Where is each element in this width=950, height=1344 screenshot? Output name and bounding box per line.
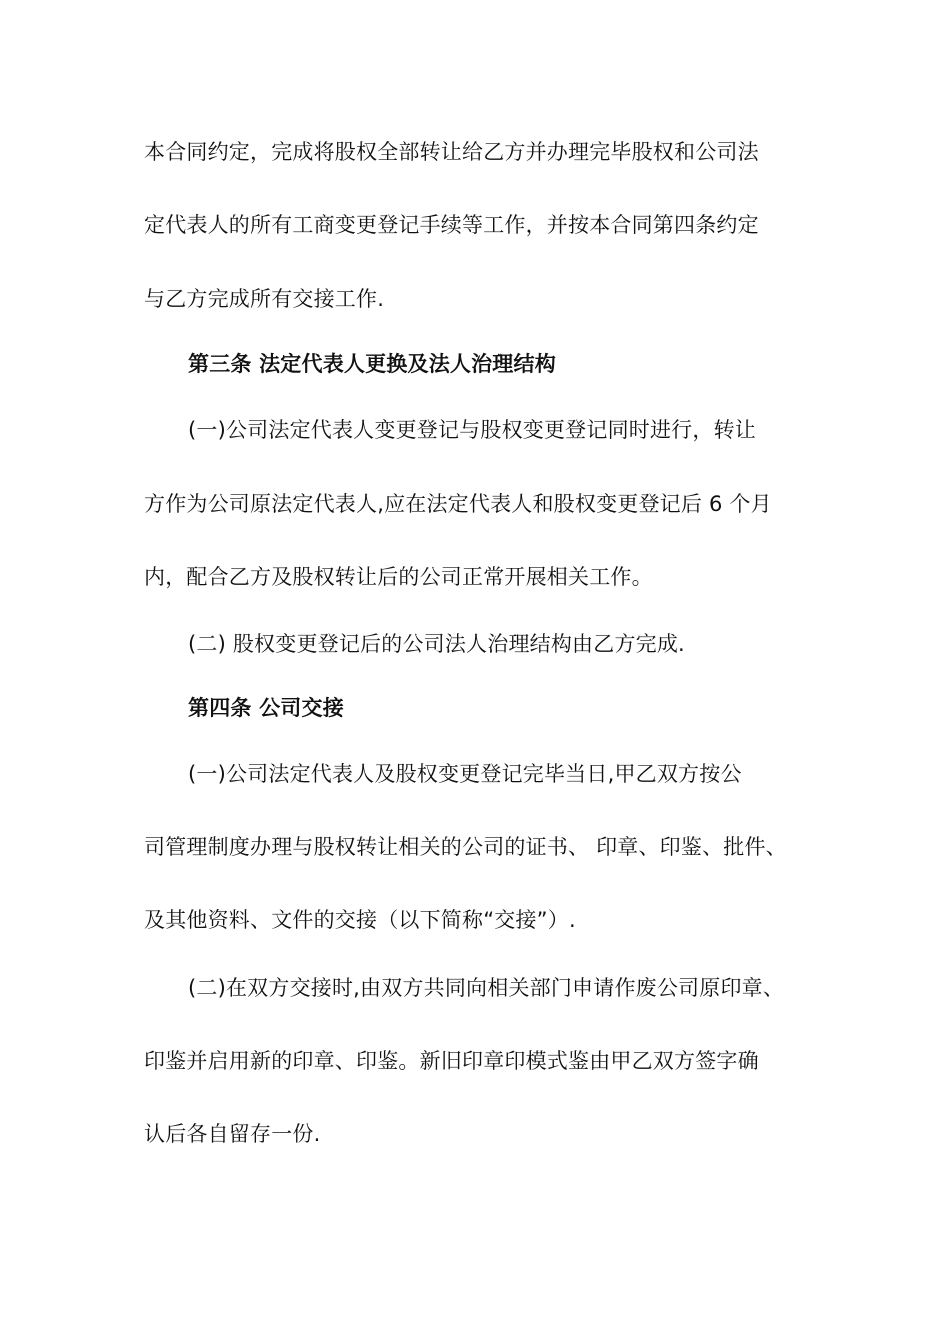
paragraph-line: 司管理制度办理与股权转让相关的公司的证书、 印章、印鉴、批件、 bbox=[144, 835, 787, 859]
section-heading-article-4: 第四条 公司交接 bbox=[188, 696, 344, 720]
section-heading-article-3: 第三条 法定代表人更换及法人治理结构 bbox=[188, 352, 556, 376]
paragraph-line: (一)公司法定代表人变更登记与股权变更登记同时进行，转让 bbox=[188, 418, 756, 442]
paragraph-line: 与乙方完成所有交接工作. bbox=[144, 287, 385, 311]
paragraph-line: (二) 股权变更登记后的公司法人治理结构由乙方完成. bbox=[188, 632, 685, 656]
paragraph-line: 内，配合乙方及股权转让后的公司正常开展相关工作。 bbox=[144, 565, 653, 589]
paragraph-line: 定代表人的所有工商变更登记手续等工作，并按本合同第四条约定 bbox=[144, 213, 759, 237]
paragraph-line: 印鉴并启用新的印章、印鉴。新旧印章印模式鉴由甲乙双方签字确 bbox=[144, 1049, 759, 1073]
paragraph-line: (一)公司法定代表人及股权变更登记完毕当日,甲乙双方按公 bbox=[188, 762, 742, 786]
paragraph-line: 认后各自留存一份. bbox=[144, 1122, 321, 1146]
paragraph-line: 方作为公司原法定代表人,应在法定代表人和股权变更登记后 6 个月 bbox=[144, 492, 772, 516]
paragraph-line: 本合同约定，完成将股权全部转让给乙方并办理完毕股权和公司法 bbox=[144, 140, 759, 164]
paragraph-line: (二)在双方交接时,由双方共同向相关部门申请作废公司原印章、 bbox=[188, 976, 785, 1000]
paragraph-line: 及其他资料、文件的交接（以下简称“交接”）. bbox=[144, 908, 576, 932]
